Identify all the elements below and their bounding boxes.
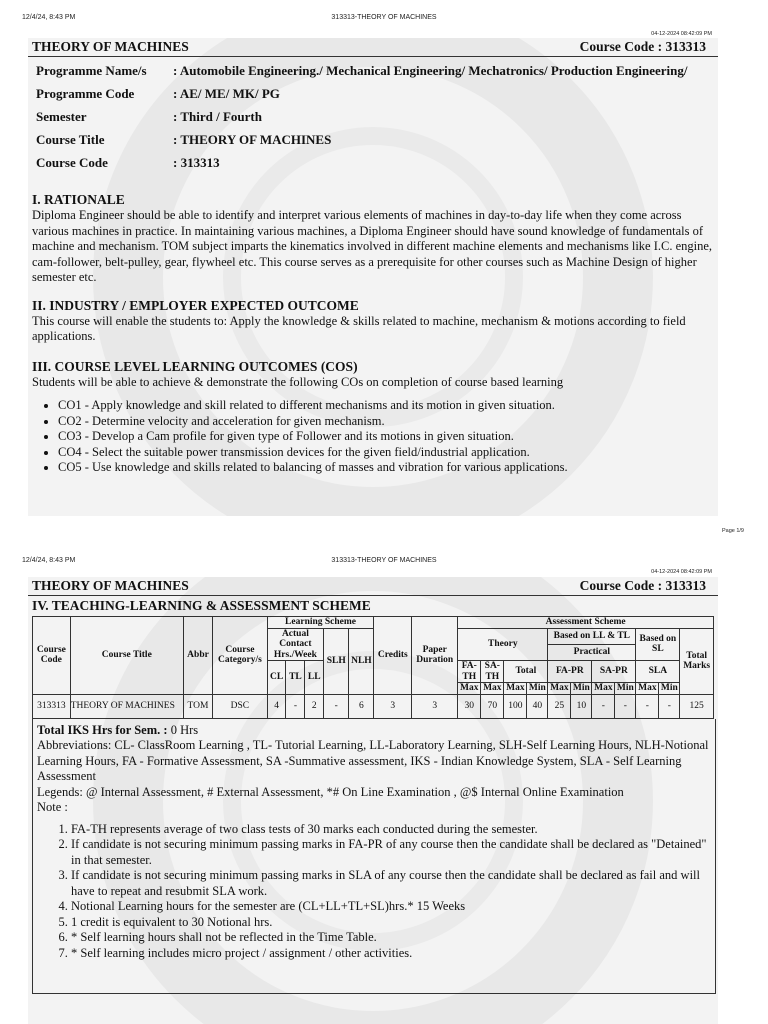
cell-duration: 3 [412, 694, 458, 718]
table-row [33, 694, 714, 718]
header-category: Course Category/s [213, 617, 267, 695]
cell-sa-pr-max: - [592, 694, 615, 718]
header-min: Min [659, 683, 680, 695]
programme-value: : THEORY OF MACHINES [173, 132, 332, 147]
print-datetime: 12/4/24, 8:43 PM [22, 557, 76, 564]
header-max: Max [504, 683, 527, 695]
programme-info [28, 63, 718, 178]
programme-key: Programme Name/s [36, 63, 147, 78]
cell-tl: - [286, 694, 305, 718]
cell-total-max: 100 [504, 694, 527, 718]
cos-intro: Students will be able to achieve & demonstrate the following COs on completion of course based learning [32, 374, 564, 389]
list-item: 6. * Self learning hours shall not be reflected in the Time Table. [71, 930, 711, 946]
list-item: • CO3 - Develop a Cam profile for given type of Follower and its motions in given situation. [58, 429, 718, 445]
programme-row [28, 109, 718, 132]
cell-ll: 2 [305, 694, 324, 718]
header-based-on-sl: Based on SL [636, 628, 680, 661]
iks-value: 0 Hrs [167, 722, 199, 737]
scheme-table [32, 616, 714, 719]
programme-key: Semester [36, 109, 87, 124]
scheme-notes-box [32, 719, 716, 994]
page-number: Page 1/9 [721, 528, 744, 534]
header-nlh: NLH [349, 628, 374, 694]
programme-row [28, 63, 718, 86]
list-item: 3. If candidate is not securing minimum passing marks in SLA of any course then the candidate shall be declared as fail and will have to repeat and resubmit SLA work. [71, 868, 711, 899]
header-fa-pr: FA-PR [548, 661, 592, 683]
cell-sa-th-max: 70 [481, 694, 504, 718]
list-item: 4. Notional Learning hours for the semester are (CL+LL+TL+SL)hrs.* 15 Weeks [71, 899, 711, 915]
header-fa-th: FA-TH [458, 661, 481, 683]
page-title: THEORY OF MACHINES [32, 578, 189, 593]
list-item: • CO2 - Determine velocity and acceleration for given mechanism. [58, 414, 718, 430]
cell-title: THEORY OF MACHINES [70, 694, 183, 718]
programme-key: Course Code [36, 155, 108, 170]
header-course-code: Course Code [33, 617, 71, 695]
header-actual-contact: Actual Contact Hrs./Week [267, 628, 324, 661]
iks-label: Total IKS Hrs for Sem. : [37, 722, 168, 737]
list-item: 1. FA-TH represents average of two class tests of 30 marks each conducted during the semester. [71, 822, 711, 838]
page-title-bar [28, 38, 718, 57]
programme-key: Programme Code [36, 86, 135, 101]
programme-row [28, 155, 718, 178]
print-doc-title: 313313-THEORY OF MACHINES [331, 14, 437, 21]
programme-value: : AE/ ME/ MK/ PG [173, 86, 280, 101]
cell-sla-min: - [659, 694, 680, 718]
cell-sa-pr-min: - [615, 694, 636, 718]
rationale-text: Diploma Engineer should be able to identify and interpret various elements of machines in day-to-day life when they come across various machines in practice. In maintaining various machines, a Diploma Engineer should have sound knowledge of fundamentals of machine and mechanism. TOM subject imparts the kinematics involved in different machine elements and mechanisms like I.C. engine, cam-follower, belt-pulley, gear, flywheel etc. This course serves as a prerequisite for other courses such as Machine Design of higher semester etc. [32, 208, 713, 284]
header-max: Max [636, 683, 659, 695]
header-ll: LL [305, 661, 324, 695]
course-code-header: Course Code : 313313 [579, 39, 706, 54]
header-max: Max [592, 683, 615, 695]
cell-cl: 4 [267, 694, 286, 718]
header-max: Max [481, 683, 504, 695]
cell-code: 313313 [33, 694, 71, 718]
document-page-2 [28, 577, 718, 1024]
list-item: 2. If candidate is not securing minimum passing marks in FA-PR of any course then the candidate shall be declared as "Detained" in that semester. [71, 837, 711, 868]
rationale-heading: I. RATIONALE [32, 192, 125, 207]
header-tl: TL [286, 661, 305, 695]
header-practical: Practical [548, 644, 636, 660]
header-sa-th: SA-TH [481, 661, 504, 683]
programme-key: Course Title [36, 132, 105, 147]
header-credits: Credits [374, 617, 412, 695]
industry-text: This course will enable the students to: Apply the knowledge & skills related to machine, mechanism & motions according to field applications. [32, 313, 686, 343]
cell-fa-pr-max: 25 [548, 694, 571, 718]
print-header [0, 555, 768, 567]
cell-category: DSC [213, 694, 267, 718]
cell-sla-max: - [636, 694, 659, 718]
list-item: • CO1 - Apply knowledge and skill related to different mechanisms and its motion in given situation. [58, 398, 718, 414]
programme-value: : Third / Fourth [173, 109, 262, 124]
industry-heading: II. INDUSTRY / EMPLOYER EXPECTED OUTCOME [32, 297, 359, 313]
header-cl: CL [267, 661, 286, 695]
list-item: 5. 1 credit is equivalent to 30 Notional hrs. [71, 915, 711, 931]
header-paper-duration: Paper Duration [412, 617, 458, 695]
header-slh: SLH [324, 628, 349, 694]
header-assessment-scheme: Assessment Scheme [458, 617, 714, 629]
header-abbr: Abbr [183, 617, 212, 695]
header-max: Max [458, 683, 481, 695]
header-based-on-ll-tl: Based on LL & TL [548, 628, 636, 644]
cell-credits: 3 [374, 694, 412, 718]
generated-timestamp: 04-12-2024 08:42:09 PM [651, 31, 712, 37]
header-min: Min [571, 683, 592, 695]
scheme-heading: IV. TEACHING-LEARNING & ASSESSMENT SCHEME [32, 598, 371, 613]
page-title: THEORY OF MACHINES [32, 39, 189, 54]
header-theory: Theory [458, 628, 548, 661]
note-label: Note : [37, 800, 68, 814]
header-max: Max [548, 683, 571, 695]
list-item: • CO4 - Select the suitable power transmission devices for the given field/industrial application. [58, 445, 718, 461]
abbreviations: Abbreviations: CL- ClassRoom Learning , TL- Tutorial Learning, LL-Laboratory Learning, SLH-Self Learning Hours, NLH-Notional Learning Hours, FA - Formative Assessment, SA -Summative assessment, IKS - Indian Knowledge System, SLA - Self Learning Assessment [37, 738, 709, 783]
print-doc-title: 313313-THEORY OF MACHINES [331, 557, 437, 564]
cos-heading: III. COURSE LEVEL LEARNING OUTCOMES (COS) [32, 358, 358, 374]
cell-fa-th-max: 30 [458, 694, 481, 718]
programme-row [28, 86, 718, 109]
cell-abbr: TOM [183, 694, 212, 718]
table-header-row [33, 617, 714, 629]
legends: Legends: @ Internal Assessment, # External Assessment, *# On Line Examination , @$ Internal Online Examination [37, 784, 624, 799]
header-learning-scheme: Learning Scheme [267, 617, 374, 629]
cell-fa-pr-min: 10 [571, 694, 592, 718]
print-header [0, 12, 768, 24]
iks-hours [37, 723, 711, 739]
print-datetime: 12/4/24, 8:43 PM [22, 14, 76, 21]
document-page-1 [28, 38, 718, 516]
programme-value: : Automobile Engineering./ Mechanical Engineering/ Mechatronics/ Production Engineering/ [173, 63, 688, 78]
course-code-header: Course Code : 313313 [579, 578, 706, 593]
header-total: Total [504, 661, 548, 683]
programme-row [28, 132, 718, 155]
header-course-title: Course Title [70, 617, 183, 695]
list-item: 7. * Self learning includes micro project / assignment / other activities. [71, 946, 711, 962]
header-total-marks: Total Marks [680, 628, 714, 694]
header-sla: SLA [636, 661, 680, 683]
header-min: Min [615, 683, 636, 695]
programme-value: : 313313 [173, 155, 220, 170]
header-min: Min [527, 683, 548, 695]
notes-list [37, 822, 711, 962]
cell-total-min: 40 [527, 694, 548, 718]
list-item: • CO5 - Use knowledge and skills related to balancing of masses and vibration for various applications. [58, 460, 718, 476]
header-sa-pr: SA-PR [592, 661, 636, 683]
generated-timestamp: 04-12-2024 08:42:09 PM [651, 569, 712, 575]
cos-list [28, 398, 718, 476]
cell-total-marks: 125 [680, 694, 714, 718]
cell-slh: - [324, 694, 349, 718]
cell-nlh: 6 [349, 694, 374, 718]
page-title-bar [28, 577, 718, 596]
